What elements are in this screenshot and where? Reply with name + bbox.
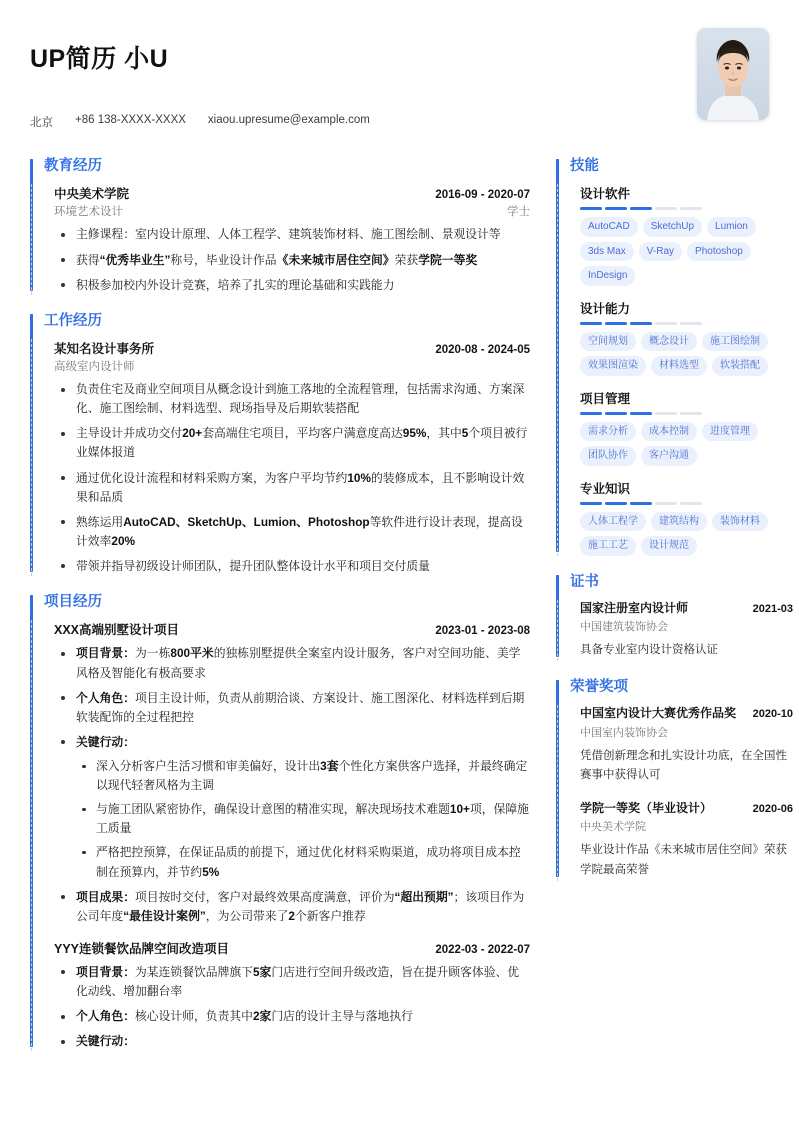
skill-tag[interactable]: 成本控制	[641, 422, 697, 442]
list-item: 获得“优秀毕业生”称号，毕业设计作品《未来城市居住空间》荣获学院一等奖	[54, 251, 530, 270]
skill-tag[interactable]: Lumion	[707, 217, 756, 237]
skill-tag[interactable]: SketchUp	[643, 217, 702, 237]
project-date: 2022-03 - 2022-07	[435, 943, 530, 956]
skill-level-bar	[580, 502, 793, 505]
skill-tag[interactable]: 装饰材料	[712, 512, 768, 532]
education-major: 环境艺术设计	[54, 206, 123, 219]
list-item: 个人角色：项目主设计师，负责从前期洽谈、方案设计、施工图深化、材料选样到后期软装配饰的全过程把控	[54, 689, 530, 727]
award-description: 凭借创新理念和扎实设计功底，在全国性赛事中获得认可	[580, 749, 787, 782]
skill-group-name: 设计能力	[580, 301, 631, 316]
work-bullets	[54, 380, 530, 576]
list-item: 个人角色：核心设计师，负责其中2家门店的设计主导与落地执行	[54, 1007, 530, 1026]
skill-tag[interactable]: 人体工程学	[580, 512, 646, 532]
section-content	[557, 600, 793, 661]
section-content	[31, 339, 530, 576]
list-item: 严格把控预算，在保证品质的前提下，通过优化材料采购渠道，成功将项目成本控制在预算内，并节约5%	[76, 843, 530, 881]
list-item: 深入分析客户生活习惯和审美偏好，设计出3套个性化方案供客户选择，并最终确定以现代轻奢风格为主调	[76, 757, 530, 795]
list-item: 关键行动： 深入分析客户生活习惯和审美偏好，设计出3套个性化方案供客户选择，并最终确定以现代轻奢风格为主调 与施工团队紧密协作，确保设计意图的精准实现，解决现场技术难题10+项，保障施工质量 严格把控预算，在保证品质的前提下，通过优化材料采购渠道，成功将项目成本控制在预算内，并节约5%	[54, 733, 530, 882]
skill-tag[interactable]: 材料选型	[651, 356, 707, 376]
section-title: 荣誉奖项	[570, 679, 628, 696]
section-content	[557, 705, 793, 880]
certificate-name: 国家注册室内设计师	[580, 601, 689, 616]
certificate-date: 2021-03	[752, 603, 793, 616]
list-item: 关键行动：	[54, 1032, 530, 1051]
skill-level-bar	[580, 207, 793, 210]
skill-group	[580, 479, 793, 556]
section-awards	[556, 679, 793, 881]
skill-group	[580, 184, 793, 286]
section-title: 项目经历	[44, 594, 102, 611]
skill-tag[interactable]: 空间规划	[580, 332, 636, 352]
section-header-projects	[30, 594, 530, 611]
section-header-work	[30, 313, 530, 330]
skill-group-name: 专业知识	[580, 481, 631, 496]
skill-tag[interactable]: 3ds Max	[580, 242, 634, 262]
skill-group-name: 设计软件	[580, 187, 631, 202]
header-text-block	[30, 28, 370, 130]
certificate-description: 具备专业室内设计资格认证	[580, 644, 718, 657]
resume-body	[30, 158, 793, 1069]
award-entry	[580, 800, 793, 881]
skill-tag[interactable]: 客户沟通	[641, 446, 697, 466]
skill-level-bar	[580, 412, 793, 415]
contact-email: xiaou.upresume@example.com	[207, 114, 370, 126]
education-degree: 学士	[507, 206, 530, 219]
skill-tags	[580, 332, 793, 376]
school-name: 中央美术学院	[54, 187, 130, 202]
page-title: UP简历 小U	[30, 45, 169, 73]
award-name: 学院一等奖（毕业设计）	[580, 801, 713, 816]
skill-level-bar	[580, 322, 793, 325]
skill-tag[interactable]: AutoCAD	[580, 217, 638, 237]
skill-tag[interactable]: 效果图渲染	[580, 356, 646, 376]
section-header-certificates	[556, 574, 793, 591]
skill-group-name: 项目管理	[580, 391, 631, 406]
skill-tag[interactable]: InDesign	[580, 266, 635, 286]
certificate-entry	[580, 600, 793, 661]
list-item: 带领并指导初级设计师团队，提升团队整体设计水平和项目交付质量	[54, 557, 530, 576]
project-bullets	[54, 644, 530, 925]
section-header-awards	[556, 679, 793, 696]
contact-phone: +86 138-XXXX-XXXX	[75, 114, 186, 126]
section-skills	[556, 158, 793, 556]
award-date: 2020-10	[752, 708, 793, 721]
skill-tags	[580, 422, 793, 466]
education-bullets	[54, 225, 530, 294]
award-org: 中国室内装饰协会	[580, 726, 668, 739]
contact-location: 北京	[30, 117, 53, 129]
list-item: 积极参加校内外设计竞赛，培养了扎实的理论基础和实践能力	[54, 276, 530, 295]
project-bullets	[54, 963, 530, 1051]
work-date: 2020-08 - 2024-05	[435, 344, 530, 357]
side-column	[556, 158, 793, 899]
skill-group	[580, 299, 793, 376]
skill-tag[interactable]: 概念设计	[641, 332, 697, 352]
resume-header	[30, 28, 769, 130]
list-item: 项目成果：项目按时交付，客户对最终效果高度满意，评价为“超出预期”；该项目作为公司年度“最佳设计案例”，为公司带来了2个新客户推荐	[54, 888, 530, 926]
education-date: 2016-09 - 2020-07	[435, 189, 530, 202]
skill-tag[interactable]: 进度管理	[702, 422, 758, 442]
award-org: 中央美术学院	[580, 821, 646, 834]
award-entry	[580, 705, 793, 786]
contact-info	[30, 114, 370, 130]
section-content	[557, 184, 793, 556]
skill-tag[interactable]: 团队协作	[580, 446, 636, 466]
skill-tag[interactable]: 设计规范	[641, 536, 697, 556]
skill-tag[interactable]: 施工图绘制	[702, 332, 768, 352]
award-name: 中国室内设计大赛优秀作品奖	[580, 706, 737, 721]
avatar	[697, 28, 769, 120]
job-title: 高级室内设计师	[54, 361, 135, 374]
skill-tags	[580, 217, 793, 286]
list-item: 项目背景：为一栋800平米的独栋别墅提供全案室内设计服务，客户对空间功能、美学风格及智能化有极高要求	[54, 644, 530, 682]
section-header-skills	[556, 158, 793, 175]
project-action-list	[76, 757, 530, 882]
avatar-portrait-icon	[697, 28, 769, 120]
section-certificates	[556, 574, 793, 661]
skill-tag[interactable]: V-Ray	[639, 242, 682, 262]
section-header-education	[30, 158, 530, 175]
award-date: 2020-06	[752, 803, 793, 816]
list-item: 主导设计并成功交付20+套高端住宅项目，平均客户满意度高达95%，其中5个项目被行业媒体报道	[54, 424, 530, 462]
list-item: 通过优化设计流程和材料采购方案，为客户平均节约10%的装修成本，且不影响设计效果和品质	[54, 469, 530, 507]
company-name: 某知名设计事务所	[54, 342, 155, 357]
project-date: 2023-01 - 2023-08	[435, 625, 530, 638]
section-title: 工作经历	[44, 312, 102, 329]
skill-tag[interactable]: 软装搭配	[712, 356, 768, 376]
project-entry	[54, 620, 530, 925]
skill-tag[interactable]: Photoshop	[687, 242, 751, 262]
skill-tag[interactable]: 建筑结构	[651, 512, 707, 532]
section-content	[31, 620, 530, 1051]
skill-tag[interactable]: 施工工艺	[580, 536, 636, 556]
section-content	[31, 184, 530, 294]
section-work-experience	[30, 313, 530, 576]
work-entry	[54, 339, 530, 576]
section-title: 教育经历	[44, 158, 102, 174]
project-entry	[54, 939, 530, 1051]
skill-tag[interactable]: 需求分析	[580, 422, 636, 442]
project-name: YYY连锁餐饮品牌空间改造项目	[54, 941, 230, 956]
section-title: 证书	[570, 573, 599, 590]
education-entry	[54, 184, 530, 294]
list-item: 熟练运用AutoCAD、SketchUp、Lumion、Photoshop等软件进行设计表现，提高设计效率20%	[54, 513, 530, 551]
section-education	[30, 158, 530, 295]
skill-tags	[580, 512, 793, 556]
main-column	[30, 158, 530, 1069]
certificate-org: 中国建筑装饰协会	[580, 621, 668, 634]
skill-group	[580, 389, 793, 466]
list-item: 主修课程：室内设计原理、人体工程学、建筑装饰材料、施工图绘制、景观设计等	[54, 225, 530, 244]
award-description: 毕业设计作品《未来城市居住空间》荣获学院最高荣誉	[580, 844, 787, 876]
project-name: XXX高端别墅设计项目	[54, 623, 180, 638]
section-title: 技能	[570, 158, 599, 174]
list-item: 与施工团队紧密协作，确保设计意图的精准实现，解决现场技术难题10+项，保障施工质量	[76, 800, 530, 838]
list-item: 负责住宅及商业空间项目从概念设计到施工落地的全流程管理，包括需求沟通、方案深化、施工图绘制、材料选型、现场指导及后期软装搭配	[54, 380, 530, 418]
section-projects	[30, 594, 530, 1051]
list-item: 项目背景：为某连锁餐饮品牌旗下5家门店进行空间升级改造，旨在提升顾客体验、优化动线、增加翻台率	[54, 963, 530, 1001]
